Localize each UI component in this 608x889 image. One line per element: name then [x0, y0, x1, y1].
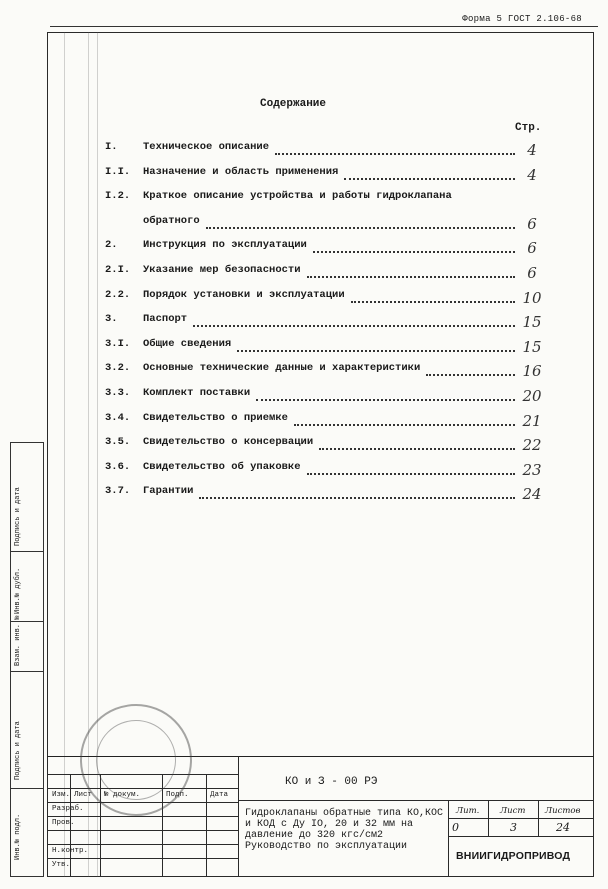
form-label: Форма 5 ГОСТ 2.106-68 [462, 14, 582, 24]
toc-entry-page: 6 [527, 264, 537, 280]
side-label-signature-date-2: Подпись и дата [14, 721, 22, 780]
toc-entry-title: Указание мер безопасности [143, 264, 301, 276]
toc-entry [105, 239, 545, 255]
title-block-grid-line [47, 830, 238, 831]
title-block-divider [488, 800, 489, 836]
toc-entry [105, 387, 545, 403]
toc-leader-dots [237, 350, 515, 352]
toc-leader-dots [319, 448, 515, 450]
document-name: Гидроклапаны обратные типа КО,КОС и КОД с Ду IO, 20 и 32 мм на давление до 320 кгс/см2 Руководство по эксплуатации [245, 808, 444, 852]
tb-role-label: Подп. [166, 791, 189, 799]
toc-entry [105, 436, 545, 452]
toc-entry [105, 338, 545, 354]
toc-entry-page: 23 [522, 460, 542, 477]
organization-name: ВНИИГИДРОПРИВОД [456, 850, 571, 862]
toc-entry-page: 21 [522, 411, 542, 428]
toc-entry-title: Гарантии [143, 485, 194, 498]
tb-lit-value: 0 [452, 821, 459, 834]
scan-artifact-line [64, 32, 65, 877]
tb-role-label: Дата [210, 791, 229, 799]
toc-leader-dots [256, 399, 515, 401]
toc-entry [105, 461, 545, 477]
toc-leader-dots [193, 325, 515, 327]
tb-sheet-value: 3 [510, 821, 517, 834]
toc-page-column-header: Стр. [515, 122, 542, 134]
toc-entry-number: 3.2. [105, 362, 131, 375]
top-rule [50, 26, 598, 27]
toc-entry-title: Техническое описание [143, 141, 270, 153]
tb-sheets-value: 24 [556, 821, 570, 834]
side-strip-divider [11, 551, 43, 552]
official-seal-stamp [80, 704, 192, 816]
toc-entry-number: I.2. [105, 190, 131, 203]
toc-entry-page: 15 [522, 337, 542, 354]
toc-entry-number: 3.6. [105, 460, 131, 473]
toc-entry-page: 6 [527, 239, 537, 256]
tb-role-label: Разраб. [52, 805, 84, 813]
toc-leader-dots [351, 301, 515, 303]
toc-entry [105, 313, 545, 329]
toc-entry-title: Порядок установки и эксплуатации [143, 288, 345, 301]
side-label-signature-date: Подпись и дата [14, 487, 22, 546]
tb-role-label: № докум. [104, 791, 141, 799]
toc-entry-page: 4 [527, 141, 537, 157]
toc-entry-page: 24 [522, 485, 542, 502]
toc-entry-title: Общие сведения [143, 337, 232, 350]
side-label-dup-inv: Инв.№ дубл. [14, 567, 22, 614]
toc-entry-title: Основные технические данные и характеристики [143, 362, 421, 375]
toc-leader-dots [275, 153, 515, 155]
toc-entry-number: 3.5. [105, 436, 131, 449]
tb-col-sheet: Лист [500, 806, 526, 816]
toc-entry [105, 141, 545, 157]
toc-entry-page: 6 [527, 214, 537, 231]
toc-entry-number: 3.4. [105, 411, 131, 424]
toc-leader-dots [313, 251, 515, 253]
toc-entry-title: обратного [143, 214, 200, 227]
toc-leader-dots [426, 374, 515, 376]
toc-entry-title: Свидетельство о консервации [143, 436, 314, 449]
toc-entry-page: 4 [527, 165, 537, 182]
toc-entry [105, 190, 545, 206]
tb-col-sheets: Листов [545, 806, 581, 816]
toc-entry-title: Инструкция по эксплуатации [143, 239, 307, 252]
toc-entry-number: 2.I. [105, 264, 131, 276]
title-block-divider [448, 800, 449, 877]
toc-entry-number: 3.I. [105, 337, 131, 350]
toc-entry [105, 215, 545, 231]
title-block-grid-line [206, 774, 207, 877]
toc-entry-number: 3. [105, 313, 118, 326]
tb-role-label: Н.контр. [52, 847, 89, 855]
toc-entry-number: 2. [105, 239, 118, 252]
toc-entry-page: 22 [522, 436, 542, 453]
toc-entry-title: Назначение и область применения [143, 165, 339, 178]
toc-entry [105, 289, 545, 305]
toc-leader-dots [294, 424, 515, 426]
toc-entry-number: I. [105, 141, 118, 153]
toc-entry [105, 166, 545, 182]
tb-role-label: Лист [74, 791, 93, 799]
side-strip-divider [11, 671, 43, 672]
toc-leader-dots [344, 178, 515, 180]
title-block-divider [238, 756, 239, 877]
title-block-divider [538, 800, 539, 836]
document-code: КО и З - 00 РЭ [285, 776, 378, 788]
toc-entry [105, 264, 545, 280]
toc-entry-title: Комплект поставки [143, 387, 251, 399]
toc-leader-dots [206, 227, 515, 229]
official-seal-inner-ring [96, 720, 176, 800]
tb-col-lit: Лит. [456, 806, 480, 816]
toc-entry [105, 412, 545, 428]
toc-entry [105, 485, 545, 501]
toc-title: Содержание [260, 98, 327, 110]
toc-entry-page: 10 [522, 288, 542, 305]
side-label-original-inv: Инв.№ подл. [14, 813, 22, 860]
toc-entry-page: 16 [522, 362, 542, 379]
title-block-divider [238, 800, 594, 801]
toc-entry-page: 20 [522, 387, 542, 403]
toc-entry-title: Свидетельство о приемке [143, 411, 288, 424]
toc-entry-page: 15 [522, 313, 542, 330]
title-block-divider [448, 836, 594, 837]
toc-entry-title: Краткое описание устройства и работы гидроклапана [143, 190, 452, 203]
tb-role-label: Утв. [52, 861, 71, 869]
toc-leader-dots [307, 276, 515, 278]
title-block-grid-line [47, 844, 238, 845]
tb-role-label: Изм. [52, 791, 71, 799]
toc-entry-number: 3.7. [105, 485, 131, 498]
toc-leader-dots [307, 473, 515, 475]
title-block-grid-line [47, 858, 238, 859]
toc-entry-title: Свидетельство об упаковке [143, 460, 301, 473]
tb-role-label: Пров. [52, 819, 75, 827]
side-strip-divider [11, 788, 43, 789]
toc-entry-number: 3.3. [105, 387, 131, 399]
toc-entry-number: I.I. [105, 165, 131, 178]
toc-entry-number: 2.2. [105, 288, 131, 301]
side-label-replace-inv: Взам. инв. № [14, 615, 22, 666]
toc-entry [105, 362, 545, 378]
toc-leader-dots [199, 497, 515, 499]
toc-entry-title: Паспорт [143, 313, 188, 326]
title-block-grid-line [47, 816, 238, 817]
title-block-divider [448, 818, 594, 819]
